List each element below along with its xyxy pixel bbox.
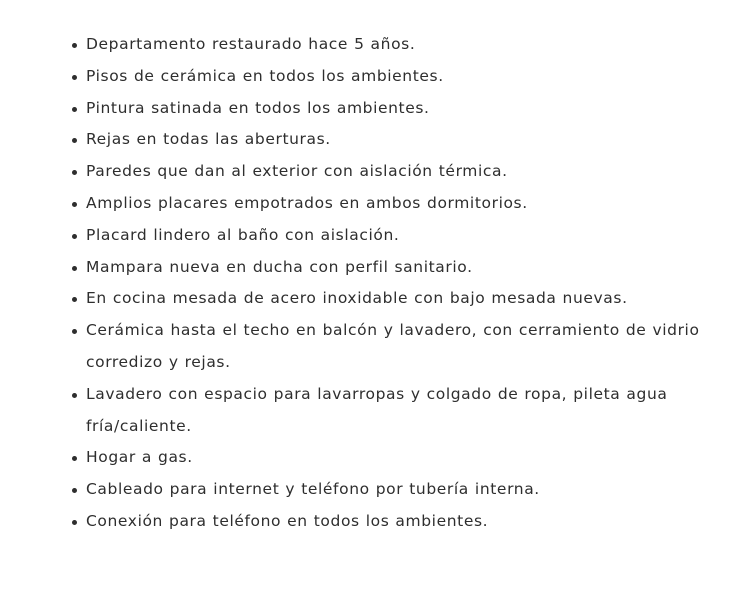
list-item: Amplios placares empotrados en ambos dormitorios. — [86, 188, 706, 220]
list-item: Paredes que dan al exterior con aislación térmica. — [86, 156, 706, 188]
list-item: Lavadero con espacio para lavarropas y colgado de ropa, pileta agua fría/caliente. — [86, 379, 706, 443]
list-item: Cableado para internet y teléfono por tubería interna. — [86, 474, 706, 506]
list-item: Departamento restaurado hace 5 años. — [86, 29, 706, 61]
list-item: Cerámica hasta el techo en balcón y lavadero, con cerramiento de vidrio corredizo y rejas. — [86, 315, 706, 379]
list-item: Mampara nueva en ducha con perfil sanitario. — [86, 252, 706, 284]
features-section — [0, 29, 748, 538]
list-item: Placard lindero al baño con aislación. — [86, 220, 706, 252]
list-item: Pisos de cerámica en todos los ambientes. — [86, 61, 706, 93]
list-item: Rejas en todas las aberturas. — [86, 124, 706, 156]
list-item: En cocina mesada de acero inoxidable con bajo mesada nuevas. — [86, 283, 706, 315]
list-item: Hogar a gas. — [86, 442, 706, 474]
features-list — [0, 29, 706, 538]
list-item: Conexión para teléfono en todos los ambientes. — [86, 506, 706, 538]
list-item: Pintura satinada en todos los ambientes. — [86, 93, 706, 125]
